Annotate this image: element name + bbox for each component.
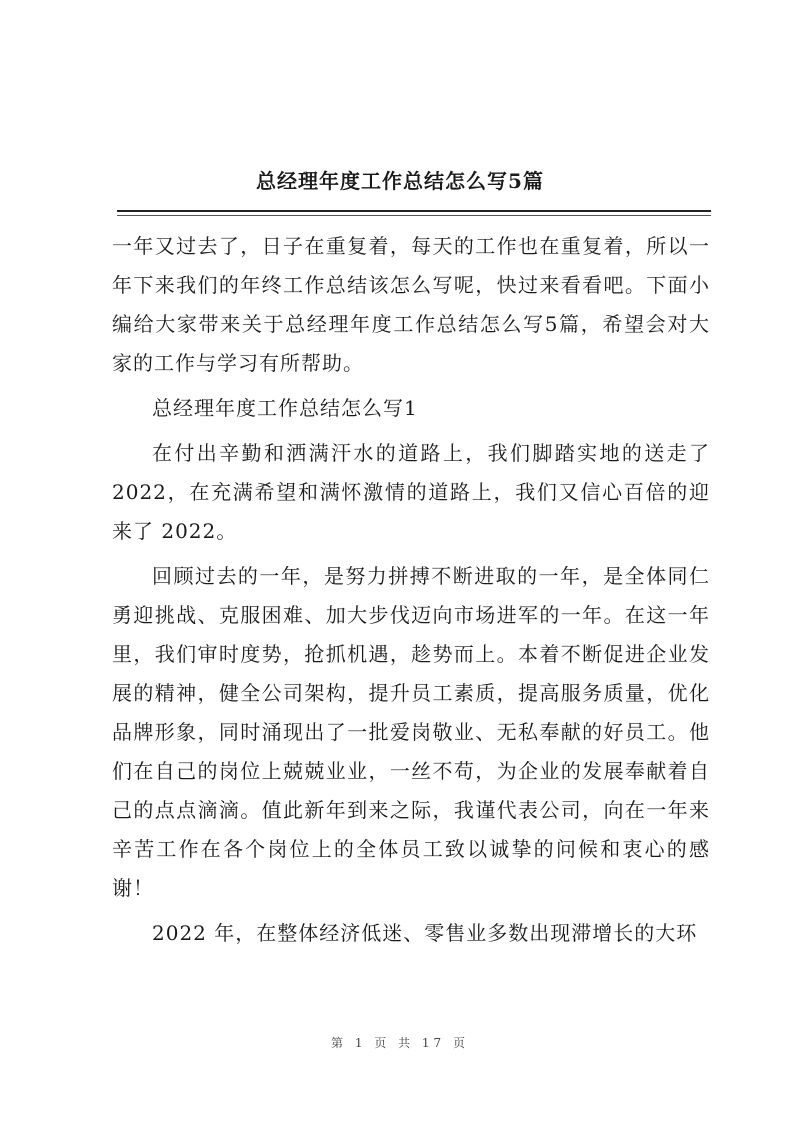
paragraph-intro: 一年又过去了，日子在重复着，每天的工作也在重复着，所以一年下来我们的年终工作总结该怎么写呢，快过来看看吧。下面小编给大家带来关于总经理年度工作总结怎么写5篇，希望会对大家的工作与学习有所帮助。 [112,234,710,375]
title-divider-thin [117,215,711,216]
document-title: 总经理年度工作总结怎么写5篇 [256,169,544,193]
section-heading: 总经理年度工作总结怎么写1 [152,396,418,420]
document-body [112,227,710,953]
paragraph: 在付出辛勤和洒满汗水的道路上，我们脚踏实地的送走了2022，在充满希望和满怀激情的道路上，我们又信心百倍的迎来了 2022。 [112,441,710,543]
page-footer: 第 1 页 共 17 页 [331,1036,469,1050]
paragraph: 2022 年，在整体经济低迷、零售业多数出现滞增长的大环 [152,921,698,945]
title-divider [117,210,711,212]
paragraph: 回顾过去的一年，是努力拼搏不断进取的一年，是全体同仁勇迎挑战、克服困难、加大步伐迈向市场进军的一年。在这一年里，我们审时度势，抢抓机遇，趁势而上。本着不断促进企业发展的精神，健全公司架构，提升员工素质，提高服务质量，优化品牌形象，同时涌现出了一批爱岗敬业、无私奉献的好员工。他们在自己的岗位上兢兢业业，一丝不苟，为企业的发展奉献着自己的点点滴滴。值此新年到来之际，我谨代表公司，向在一年来辛苦工作在各个岗位上的全体员工致以诚挚的问候和衷心的感谢！ [112,564,710,900]
